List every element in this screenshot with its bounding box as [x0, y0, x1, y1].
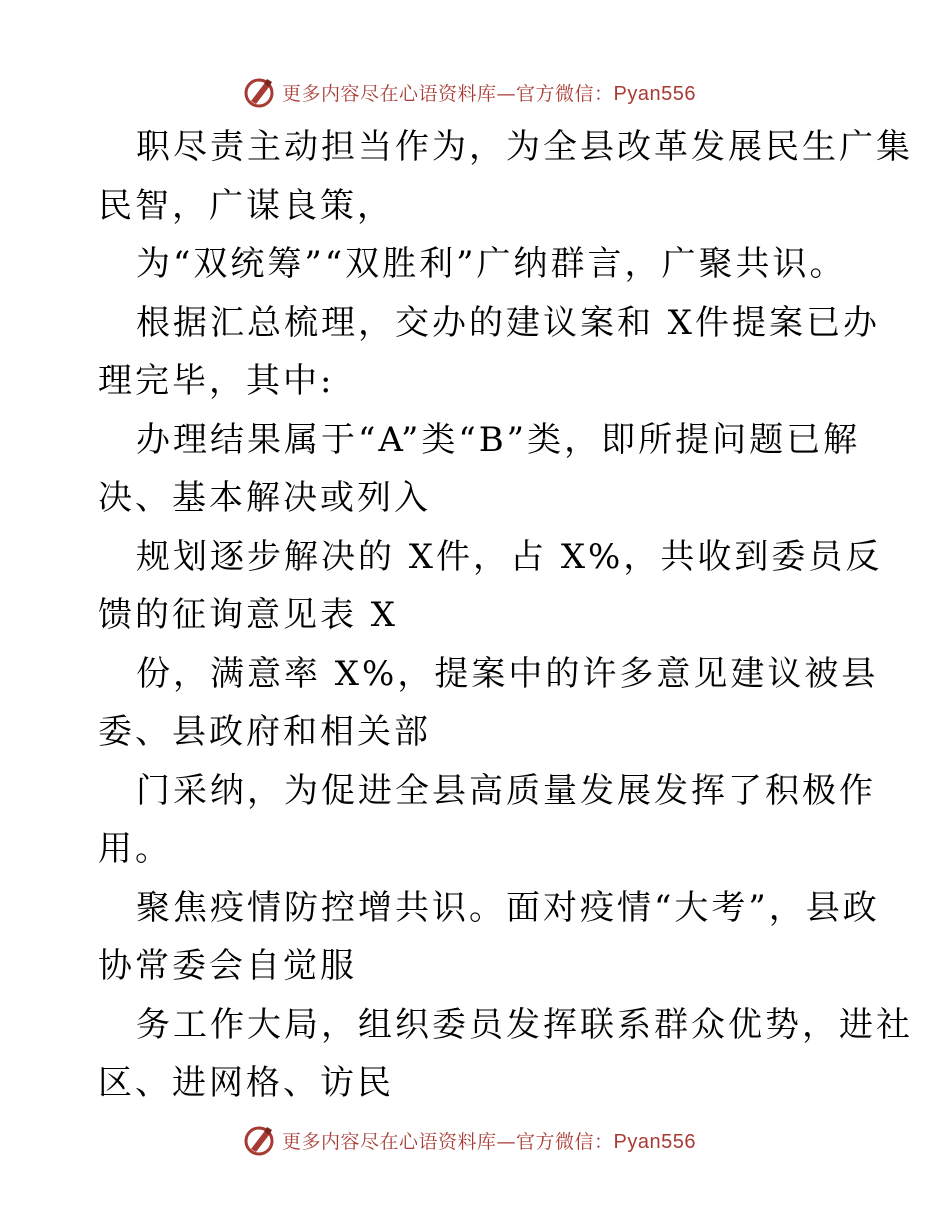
document-body: [98, 118, 913, 1113]
text-line: 职尽责主动担当作为，为全县改革发展民生广集: [136, 127, 913, 167]
watermark-wechat-id: Pyan556: [613, 1130, 696, 1153]
text-line: 规划逐步解决的 X件，占 X%，共收到委员反: [136, 536, 883, 577]
watermark-wechat-id: Pyan556: [613, 82, 696, 105]
watermark-text: 更多内容尽在心语资料库—官方微信：: [282, 82, 614, 105]
pen-circle-logo-icon: [242, 75, 276, 109]
text-line: 决、基本解决或列入: [98, 478, 431, 518]
text-line: 馈的征询意见表 X: [98, 595, 399, 635]
text-line: 聚焦疫情防控增共识。面对疫情“大考”，县政: [136, 887, 880, 928]
text-line: 份，满意率 X%，提案中的许多意见建议被县: [136, 653, 879, 694]
text-line: 为“双统筹”“双胜利”广纳群言，广聚共识。: [136, 244, 847, 284]
text-line: 根据汇总梳理，交办的建议案和 X件提案已办: [136, 302, 881, 343]
text-line: 用。: [98, 829, 172, 869]
text-line: 理完毕，其中:: [98, 361, 335, 401]
text-line: 门采纳，为促进全县高质量发展发挥了积极作: [136, 770, 876, 811]
text-line: 民智，广谋良策，: [98, 185, 394, 226]
watermark-text: 更多内容尽在心语资料库—官方微信：: [282, 1130, 614, 1153]
footer-watermark: [0, 1118, 950, 1162]
header-watermark: [0, 70, 950, 114]
text-line: 务工作大局，组织委员发挥联系群众优势，进社: [136, 1004, 913, 1045]
text-line: 区、进网格、访民: [98, 1063, 394, 1103]
text-line: 委、县政府和相关部: [98, 712, 431, 752]
pen-circle-logo-icon: [242, 1123, 276, 1157]
text-line: 办理结果属于“A”类“B”类，即所提问题已解: [136, 419, 861, 460]
text-line: 协常委会自觉服: [98, 946, 357, 986]
